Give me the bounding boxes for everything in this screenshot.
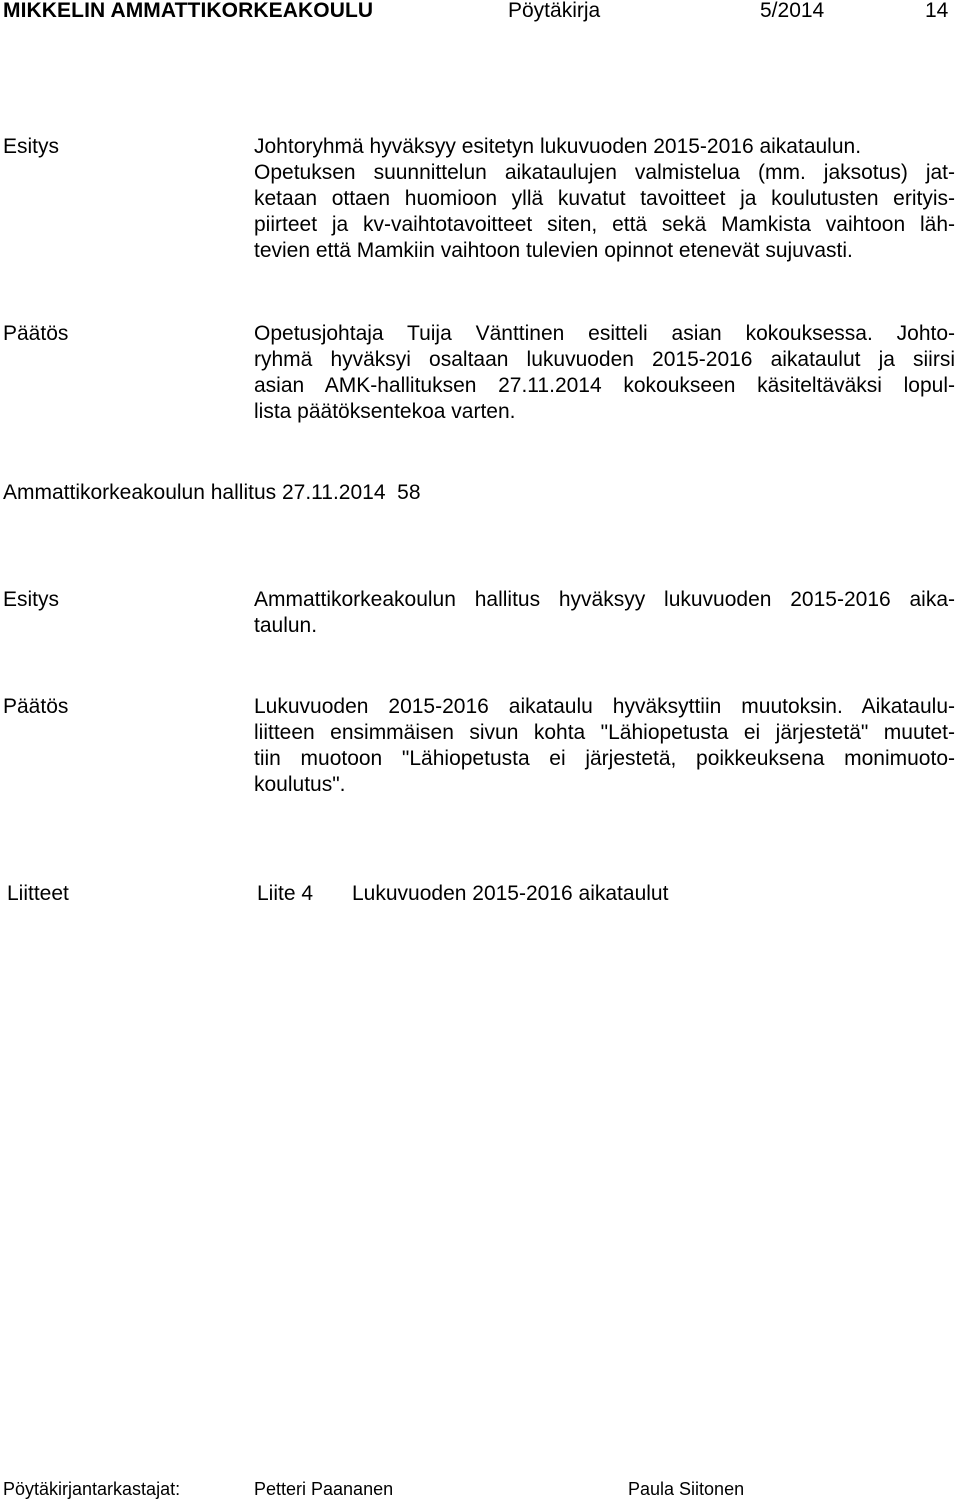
attachment-id: Liite 4 [257,882,314,905]
board-label-esitys: Esitys [3,588,60,611]
text-line: piirteet ja kv-vaihtotavoitteet siten, että sekä Mamkista vaihtoon läh- [254,213,955,236]
text-line: koulutus". [254,773,346,796]
attachment-title: Lukuvuoden 2015-2016 aikataulut [352,882,669,905]
board-meeting-heading: Ammattikorkeakoulun hallitus 27.11.2014 58 [3,481,421,504]
text-line: Opetuksen suunnittelun aikataulujen valmistelua (mm. jaksotus) jat- [254,161,955,184]
text-line: Johtoryhmä hyväksyy esitetyn lukuvuoden 2015-2016 aikataulun. [254,135,862,158]
text-line: Lukuvuoden 2015-2016 aikataulu hyväksyttiin muutoksin. Aikataulu- [254,695,955,718]
attachments-label: Liitteet [7,882,69,905]
section-label-esitys: Esitys [3,135,60,158]
text-line: asian AMK-hallituksen 27.11.2014 kokoukseen käsiteltäväksi lopul- [254,374,955,397]
text-line: tevien että Mamkiin vaihtoon tulevien opinnot etenevät sujuvasti. [254,239,853,262]
document-number: 5/2014 [760,0,825,22]
section-label-paatos: Päätös [3,322,69,345]
organization-name: MIKKELIN AMMATTIKORKEAKOULU [3,0,374,22]
board-text-paatos [254,694,955,798]
text-line: lista päätöksentekoa varten. [254,400,516,423]
document-type: Pöytäkirja [508,0,601,22]
footer-inspectors-label: Pöytäkirjantarkastajat: [3,1479,181,1499]
board-label-paatos: Päätös [3,695,69,718]
text-line: tiin muotoon "Lähiopetusta ei järjestetä, poikkeuksena monimuoto- [254,747,955,770]
board-text-esitys [254,587,955,639]
footer-inspector-2: Paula Siitonen [628,1479,745,1499]
section-text-paatos [254,321,955,425]
page-number: 14 [925,0,949,22]
text-line: Ammattikorkeakoulun hallitus hyväksyy lukuvuoden 2015-2016 aika- [254,588,955,611]
text-line: ryhmä hyväksyi osaltaan lukuvuoden 2015-2016 aikataulut ja siirsi [254,348,955,371]
text-line: Opetusjohtaja Tuija Vänttinen esitteli asian kokouksessa. Johto- [254,322,955,345]
text-line: ketaan ottaen huomioon yllä kuvatut tavoitteet ja koulutusten erityis- [254,187,955,210]
section-text-esitys [254,134,955,264]
text-line: taulun. [254,614,318,637]
text-line: liitteen ensimmäisen sivun kohta "Lähiopetusta ei järjestetä" muutet- [254,721,955,744]
footer-inspector-1: Petteri Paananen [254,1479,394,1499]
